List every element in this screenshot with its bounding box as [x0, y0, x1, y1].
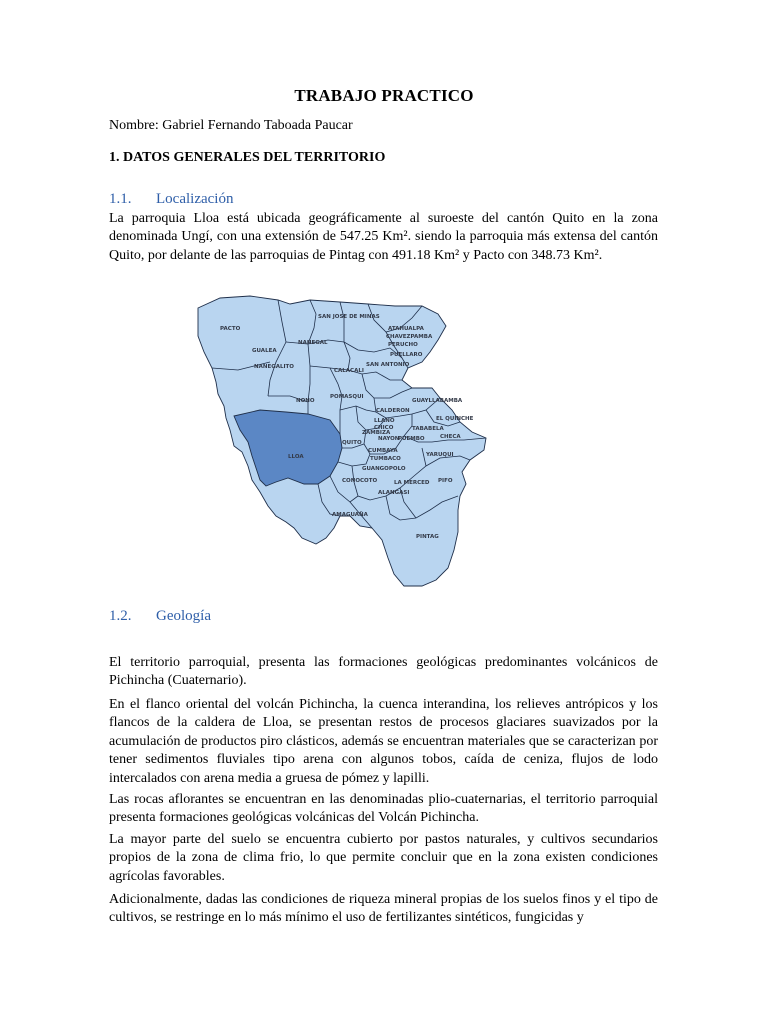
subheading-title: Geología — [156, 608, 211, 624]
subheading-localizacion — [109, 191, 233, 208]
map-label-guayllabamba: GUAYLLABAMBA — [412, 398, 463, 404]
map-label-quito: QUITO — [342, 440, 362, 446]
map-label-chico: CHICO — [374, 425, 394, 431]
map-label-san-jose-de-minas: SAN JOSE DE MINAS — [318, 314, 380, 320]
subheading-number: 1.2. — [109, 608, 132, 624]
section-heading: 1. DATOS GENERALES DEL TERRITORIO — [109, 150, 386, 165]
map-label-puellaro: PUELLARO — [390, 352, 423, 358]
map-label-guangopolo: GUANGOPOLO — [362, 466, 406, 472]
map-label-nanegalito: NANEGALITO — [254, 364, 294, 370]
map-label-amaguana: AMAGUAÑA — [332, 512, 368, 518]
map-label-atahualpa: ATAHUALPA — [388, 326, 424, 332]
map-label-tumbaco: TUMBACO — [370, 456, 401, 462]
map-label-yaruqui: YARUQUI — [426, 452, 454, 458]
map-label-nanegal: NANEGAL — [298, 340, 328, 346]
subheading-title: Localización — [156, 191, 234, 207]
paragraph-geologia-1: El territorio parroquial, presenta las formaciones geológicas predominantes volcánicos de Pichincha (Cuaternario). — [109, 655, 658, 689]
map-label-puembo: PUEMBO — [398, 436, 425, 442]
subheading-geologia — [109, 608, 211, 625]
map-label-tababela: TABABELA — [412, 426, 444, 432]
paragraph-localizacion: La parroquia Lloa está ubicada geográficamente al suroeste del cantón Quito en la zona denominada Ungí, con una extensión de 547.25 Km². siendo la parroquia más extensa del cantón Quito, por delante de las parroquias de Pintag con 491.18 Km² y Pacto con 348.73 Km². — [109, 211, 658, 263]
map-label-lloa: LLOA — [288, 454, 304, 460]
map-label-pintag: PINTAG — [416, 534, 439, 540]
map-label-el-quinche: EL QUINCHE — [436, 416, 474, 422]
map-label-gualea: GUALEA — [252, 348, 277, 354]
map-label-cumbaya: CUMBAYA — [368, 448, 398, 454]
subheading-number: 1.1. — [109, 191, 132, 207]
map-label-nayon: NAYON — [378, 436, 400, 442]
map-label-san-antonio: SAN ANTONIO — [366, 362, 410, 368]
map-label-perucho: PERUCHO — [388, 342, 418, 348]
map-label-llano: LLANO — [374, 418, 395, 424]
map-label-la-merced: LA MERCED — [394, 480, 430, 486]
map-label-pifo: PIFO — [438, 478, 453, 484]
map-label-conocoto: CONOCOTO — [342, 478, 378, 484]
map-label-calderon: CALDERON — [376, 408, 410, 414]
map-label-checa: CHECA — [440, 434, 461, 440]
map-label-chavezpamba: CHAVEZPAMBA — [386, 334, 433, 340]
map-label-nono: NONO — [296, 398, 315, 404]
document-title: TRABAJO PRACTICO — [294, 86, 474, 105]
map-label-zambiza: ZAMBIZA — [362, 430, 391, 436]
paragraph-geologia-3: Las rocas aflorantes se encuentran en las denominadas plio-cuaternarias, el territorio parroquial presenta formaciones geológicas volcánicas del Volcán Pichincha. — [109, 792, 658, 826]
author-line: Nombre: Gabriel Fernando Taboada Paucar — [109, 118, 353, 133]
map-label-calacali: CALACALI — [334, 368, 364, 374]
parish-map — [190, 270, 490, 590]
parish-map-svg — [190, 270, 490, 590]
paragraph-geologia-5: Adicionalmente, dadas las condiciones de riqueza mineral propias de los suelos finos y el tipo de cultivos, se restringe en lo más mínimo el uso de fertilizantes sintéticos, fungicidas y — [109, 892, 658, 926]
map-label-pacto: PACTO — [220, 326, 241, 332]
map-label-pomasqui: POMASQUI — [330, 394, 364, 400]
map-label-alangasi: ALANGASI — [378, 490, 410, 496]
paragraph-geologia-4: La mayor parte del suelo se encuentra cubierto por pastos naturales, y cultivos secundarios propios de la zona de clima frio, lo que permite concluir que en la zona existen condiciones agrícolas favorables. — [109, 832, 658, 884]
paragraph-geologia-2: En el flanco oriental del volcán Pichincha, la cuenca interandina, los relieves antrópicos y los flancos de la caldera de Lloa, se presentan restos de procesos glaciares suavizados por la acumulación de productos piro clásticos, además se encuentran materiales que se caracterizan por tener sedimentos fluviales tipo arena con algunos tobos, caída de ceniza, flujos de lodo intercalados con arena media a gruesa de pómez y lapilli. — [109, 697, 658, 786]
